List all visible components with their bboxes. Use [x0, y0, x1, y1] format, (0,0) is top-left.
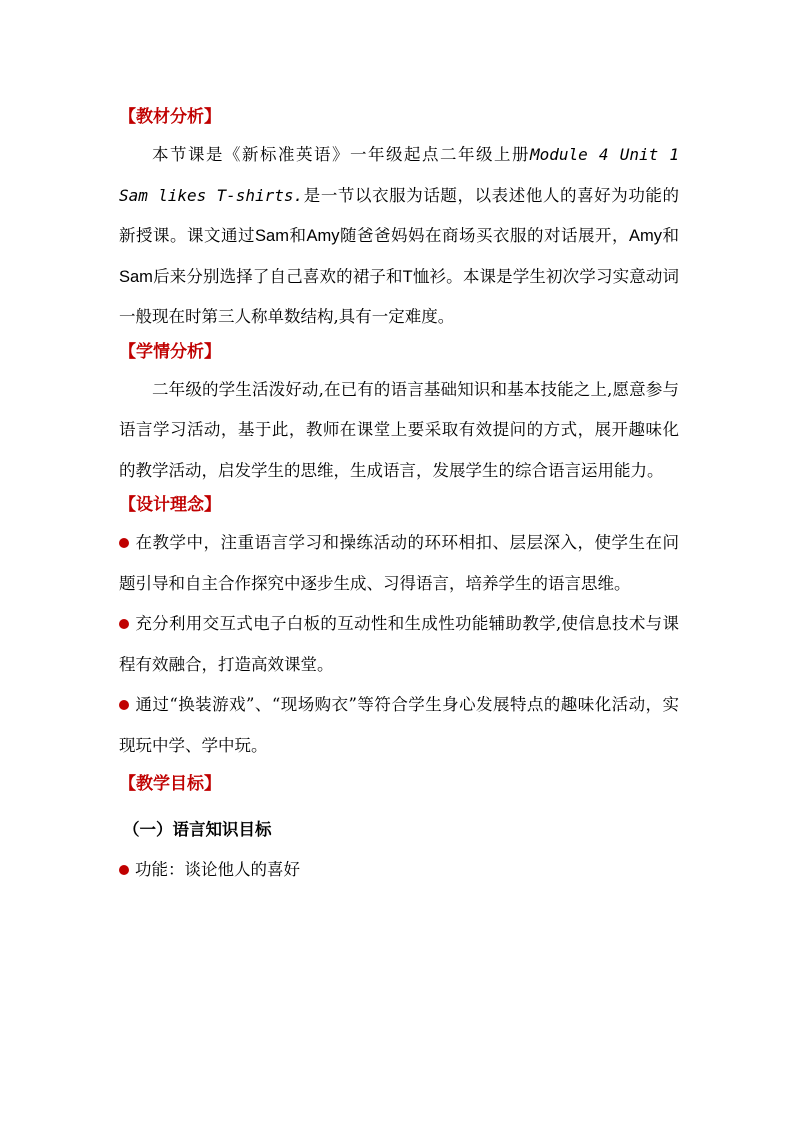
heading-teaching-goals: 【教学目标】 — [119, 774, 221, 794]
goals-bullet-1: 功能：谈论他人的喜好 — [119, 850, 679, 891]
bullet-dot-icon — [119, 865, 129, 875]
heading-design-concept: 【设计理念】 — [119, 495, 221, 515]
heading-material-analysis: 【教材分析】 — [119, 107, 221, 127]
design-bullet-2: 充分利用交互式电子白板的互动性和生成性功能辅助教学,使信息技术与课程有效融合，打造高效课堂。 — [119, 614, 679, 674]
document-body — [119, 103, 679, 891]
bullet-dot-icon — [119, 619, 129, 629]
bullet-dot-icon — [119, 700, 129, 710]
bullet-dot-icon — [119, 538, 129, 548]
paragraph-material-analysis: 本节课是《新标准英语》一年级起点二年级上册Module 4 Unit 1 Sam likes T-shirts.是一节以衣服为话题，以表述他人的喜好为功能的新授课。课文通过Sam和Amy随爸爸妈妈在商场买衣服的对话展开，Amy和Sam后来分别选择了自己喜欢的裙子和T恤衫。本课是学生初次学习实意动词一般现在时第三人称单数结构,具有一定难度。 — [119, 145, 680, 326]
design-bullet-1: 在教学中，注重语言学习和操练活动的环环相扣、层层深入，使学生在问题引导和自主合作探究中逐步生成、习得语言，培养学生的语言思维。 — [119, 533, 679, 593]
paragraph-student-analysis: 二年级的学生活泼好动,在已有的语言基础知识和基本技能之上,愿意参与语言学习活动，基于此，教师在课堂上要采取有效提问的方式，展开趣味化的教学活动，启发学生的思维，生成语言，发展学生的综合语言运用能力。 — [119, 379, 679, 480]
subheading-language-knowledge: （一）语言知识目标 — [123, 820, 272, 839]
heading-student-analysis: 【学情分析】 — [119, 341, 221, 362]
design-bullet-3: 通过“换装游戏”、“现场购衣”等符合学生身心发展特点的趣味化活动，实现玩中学、学中玩。 — [119, 695, 679, 755]
